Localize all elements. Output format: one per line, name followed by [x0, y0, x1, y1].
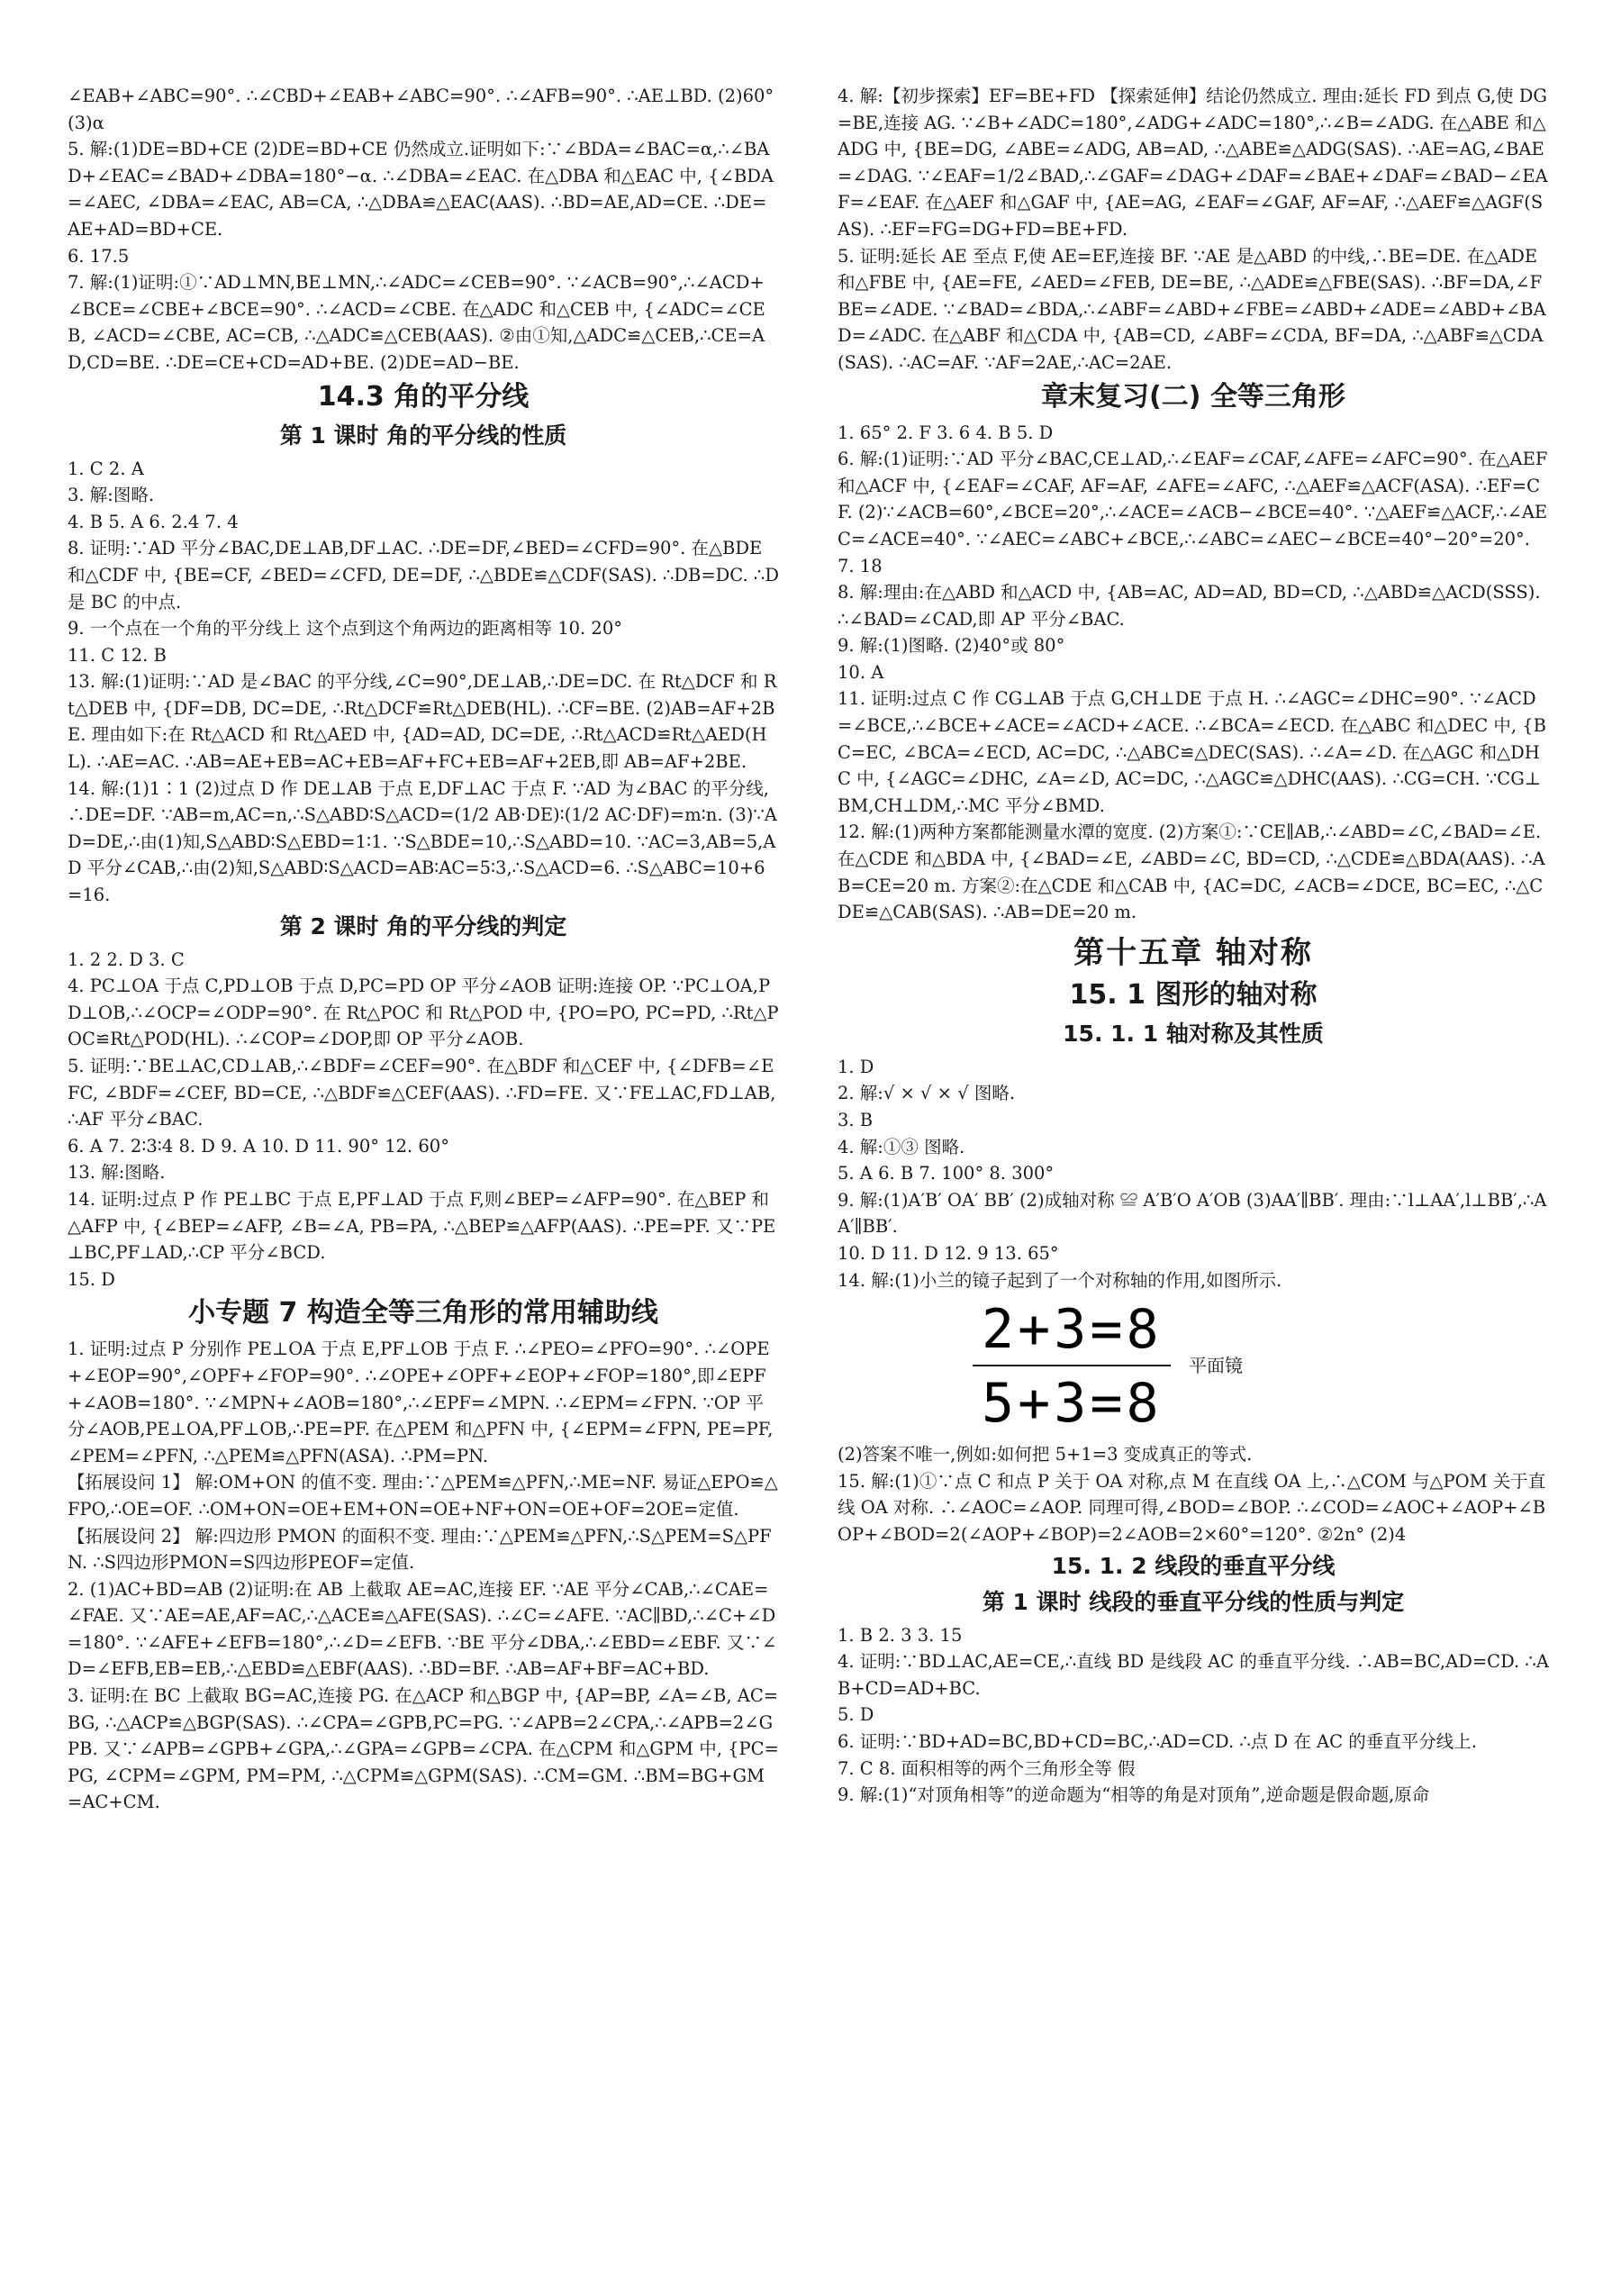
left-column — [68, 83, 779, 2281]
answer-paragraph: 9. 解:(1)A′B′ OA′ BB′ (2)成轴对称 ≌ A′B′O A′OB (3)AA′∥BB′. 理由:∵l⊥AA′,l⊥BB′,∴AA′∥BB′. — [838, 1189, 1547, 1238]
answer-paragraph: 1. 证明:过点 P 分别作 PE⊥OA 于点 E,PF⊥OB 于点 F. ∴∠PEO=∠PFO=90°. ∴∠OPE+∠EOP=90°,∠OPF+∠FOP=90°. ∴∠OPE+∠OPF+∠EOP+∠FOP=180°,即∠EPF+∠AOB=180°. ∵∠MPN+∠AOB=180°,∴∠EPF=∠MPN. ∴∠EPM=∠FPN. ∵OP 平分∠AOB,PE⊥OA,PF⊥OB,∴PE=PF. 在△PEM 和△PFN 中, {∠EPM=∠FPN, PE=PF, ∠PEM=∠PFN, ∴△PEM≌△PFN(ASA). ∴PM=PN. — [68, 1339, 774, 1466]
answer-paragraph: 14. 证明:过点 P 作 PE⊥BC 于点 E,PF⊥AD 于点 F,则∠BEP=∠AFP=90°. 在△BEP 和△AFP 中, {∠BEP=∠AFP, ∠B=∠A, PB=PA, ∴△BEP≌△AFP(AAS). ∴PE=PF. 又∵PE⊥BC,PF⊥AD,∴CP 平分∠BCD. — [68, 1188, 776, 1264]
answer-paragraph: 5. 证明:延长 AE 至点 F,使 AE=EF,连接 BF. ∵AE 是△ABD 的中线,∴BE=DE. 在△ADE 和△FBE 中, {AE=FE, ∠AED=∠FEB, DE=BE, ∴△ADE≌△FBE(SAS). ∴BF=DA,∠FBE=∠ADE. ∵∠BAD=∠BDA,∴∠ABF=∠ABD+∠FBE=∠ABD+∠ADE=∠ABD+∠BAD=∠ADC. 在△ABF 和△CDA 中, {AB=CD, ∠ABF=∠CDA, BF=DA, ∴△ABF≌△CDA(SAS). ∴AC=AF. ∵AF=2AE,∴AC=2AE. — [838, 245, 1546, 373]
answer-paragraph: 15. D — [68, 1268, 115, 1290]
answer-paragraph: 9. 解:(1)“对顶角相等”的逆命题为“相等的角是对顶角”,逆命题是假命题,原命 — [838, 1784, 1430, 1806]
answer-paragraph: 13. 解:(1)证明:∵AD 是∠BAC 的平分线,∠C=90°,DE⊥AB,∴DE=DC. 在 Rt△DCF 和 Rt△DEB 中, {DF=DB, DC=DE, ∴Rt△DCF≌Rt△DEB(HL). ∴CF=BE. (2)AB=AF+2BE. 理由如下:在 Rt△ACD 和 Rt△AED 中, {AD=AD, DC=DE, ∴Rt△ACD≌Rt△AED(HL). ∴AE=AC. ∴AB=AE+EB=AC+EB=AF+FC+EB=AF+2EB,即 AB=AF+2BE. — [68, 671, 777, 773]
section-heading: 15. 1. 1 轴对称及其性质 — [1063, 1020, 1324, 1047]
answer-paragraph: 4. B 5. A 6. 2.4 7. 4 — [68, 511, 239, 532]
answer-paragraph: 1. C 2. A — [68, 458, 144, 479]
answer-paragraph: 4. PC⊥OA 于点 C,PD⊥OB 于点 D,PC=PD OP 平分∠AOB 证明:连接 OP. ∵PC⊥OA,PD⊥OB,∴∠OCP=∠ODP=90°. 在 Rt△POC 和 Rt△POD 中, {PO=PO, PC=PD, ∴Rt△POC≌Rt△POD(HL). ∴∠COP=∠DOP,即 OP 平分∠AOB. — [68, 976, 779, 1050]
equation-top: 2+3=8 — [982, 1301, 1163, 1362]
answer-paragraph: 15. 解:(1)①∵点 C 和点 P 关于 OA 对称,点 M 在直线 OA 上,∴△COM 与△POM 关于直线 OA 对称. ∴∠AOC=∠AOP. 同理可得,∠BOD=∠BOP. ∴∠COD=∠AOC+∠AOP+∠BOP+∠BOD=2(∠AOP+∠BOP)=2∠AOB=2×60°=120°. ②2n° (2)4 — [838, 1470, 1546, 1545]
answer-paragraph: 5. D — [838, 1704, 874, 1726]
mirror-label: 平面镜 — [1189, 1355, 1243, 1377]
section-heading: 小专题 7 构造全等三角形的常用辅助线 — [188, 1297, 658, 1330]
answer-paragraph: 7. 解:(1)证明:①∵AD⊥MN,BE⊥MN,∴∠ADC=∠CEB=90°. ∵∠ACB=90°,∴∠ACD+∠BCE=∠CBE+∠BCE=90°. ∴∠ACD=∠CBE. 在△ADC 和△CEB 中, {∠ADC=∠CEB, ∠ACD=∠CBE, AC=CB, ∴△ADC≌△CEB(AAS). ②由①知,△ADC≌△CEB,∴CE=AD,CD=BE. ∴DE=CE+CD=AD+BE. (2)DE=AD−BE. — [68, 272, 765, 373]
answer-paragraph: 4. 解:①③ 图略. — [838, 1136, 965, 1157]
section-heading: 章末复习(二) 全等三角形 — [1041, 380, 1345, 413]
section-heading: 第 1 课时 角的平分线的性质 — [279, 422, 567, 449]
answer-paragraph: 1. B 2. 3 3. 15 — [838, 1624, 963, 1646]
answer-paragraph: 2. (1)AC+BD=AB (2)证明:在 AB 上截取 AE=AC,连接 EF. ∵AE 平分∠CAB,∴∠CAE=∠FAE. 又∵AE=AE,AF=AC,∴△ACE≌△AFE(SAS). ∴∠C=∠AFE. ∵AC∥BD,∴∠C+∠D=180°. ∵∠AFE+∠EFB=180°,∴∠D=∠EFB. ∵BE 平分∠DBA,∴∠EBD=∠EBF. 又∵∠D=∠EFB,EB=EB,∴△EBD≌△EBF(AAS). ∴BD=BF. ∴AB=AF+BF=AC+BD. — [68, 1578, 777, 1680]
answer-paragraph: 3. B — [838, 1110, 874, 1130]
answer-paragraph: 3. 解:图略. — [68, 485, 155, 506]
answer-paragraph: 4. 证明:∵BD⊥AC,AE=CE,∴直线 BD 是线段 AC 的垂直平分线. ∴AB=BC,AD=CD. ∴AB+CD=AD+BC. — [838, 1651, 1549, 1699]
answer-paragraph: 5. A 6. B 7. 100° 8. 300° — [838, 1163, 1055, 1184]
mirror-equation-figure — [973, 1301, 1387, 1436]
answer-paragraph: 1. 65° 2. F 3. 6 4. B 5. D — [838, 422, 1054, 443]
equation-bottom: 5+3=8 — [982, 1372, 1163, 1436]
answer-paragraph: 7. C 8. 面积相等的两个三角形全等 假 — [838, 1757, 1136, 1779]
answer-paragraph: 【拓展设问 1】 解:OM+ON 的值不变. 理由:∵△PEM≌△PFN,∴ME=NF. 易证△EPO≌△FPO,∴OE=OF. ∴OM+ON=OE+EM+ON=OE+NF+ON=OE+OF=2OE=定值. — [68, 1472, 778, 1520]
answer-paragraph: 2. 解:√ × √ × √ 图略. — [838, 1083, 1016, 1104]
answer-paragraph: 5. 证明:∵BE⊥AC,CD⊥AB,∴∠BDF=∠CEF=90°. 在△BDF 和△CEF 中, {∠DFB=∠EFC, ∠BDF=∠CEF, BD=CE, ∴△BDF≌△CEF(AAS). ∴FD=FE. 又∵FE⊥AC,FD⊥AB,∴AF 平分∠BAC. — [68, 1056, 776, 1130]
answer-paragraph: 6. 17.5 — [68, 245, 130, 267]
answer-paragraph: 8. 证明:∵AD 平分∠BAC,DE⊥AB,DF⊥AC. ∴DE=DF,∠BED=∠CFD=90°. 在△BDE 和△CDF 中, {BE=CF, ∠BED=∠CFD, DE=DF, ∴△BDE≌△CDF(SAS). ∴DB=DC. ∴D 是 BC 的中点. — [68, 538, 779, 613]
answer-paragraph: 10. A — [838, 661, 884, 683]
right-column — [838, 83, 1549, 2281]
section-heading: 第 2 课时 角的平分线的判定 — [279, 912, 567, 939]
answer-paragraph: 12. 解:(1)两种方案都能测量水潭的宽度. (2)方案①:∵CE∥AB,∴∠ABD=∠C,∠BAD=∠E. 在△CDE 和△BDA 中, {∠BAD=∠E, ∠ABD=∠C, BD=CD, ∴△CDE≌△BDA(AAS). ∴AB=CE=20 m. 方案②:在△CDE 和△CAB 中, {AC=DC, ∠ACB=∠DCE, BC=EC, ∴△CDE≌△CAB(SAS). ∴AB=DE=20 m. — [838, 821, 1545, 923]
answer-paragraph: 9. 一个点在一个角的平分线上 这个点到这个角两边的距离相等 10. 20° — [68, 618, 622, 640]
answer-paragraph: 6. 解:(1)证明:∵AD 平分∠BAC,CE⊥AD,∴∠EAF=∠CAF,∠AFE=∠AFC=90°. 在△AEF 和△ACF 中, {∠EAF=∠CAF, AF=AF, ∠AFE=∠AFC, ∴△AEF≌△ACF(ASA). ∴EF=CF. (2)∵∠ACB=60°,∠BCE=20°,∴∠ACE=∠ACB−∠BCE=40°. ∵△AEF≌△ACF,∴∠AEC=∠ACE=40°. ∵∠AEC=∠ABC+∠BCE,∴∠ABC=∠AEC−∠BCE=40°−20°=20°. — [838, 449, 1548, 549]
answer-paragraph: 9. 解:(1)图略. (2)40°或 80° — [838, 635, 1065, 657]
answer-paragraph: 11. C 12. B — [68, 644, 167, 666]
answer-paragraph: 14. 解:(1)小兰的镜子起到了一个对称轴的作用,如图所示. — [838, 1269, 1282, 1291]
answer-paragraph: (2)答案不唯一,例如:如何把 5+1=3 变成真正的等式. — [838, 1444, 1253, 1466]
section-heading: 15. 1. 2 线段的垂直平分线 — [1051, 1552, 1336, 1579]
answer-paragraph: ∠EAB+∠ABC=90°. ∴∠CBD+∠EAB+∠ABC=90°. ∴∠AFB=90°. ∴AE⊥BD. (2)60° (3)α — [68, 86, 774, 133]
answer-paragraph: 3. 证明:在 BC 上截取 BG=AC,连接 PG. 在△ACP 和△BGP 中, {AP=BP, ∠A=∠B, AC=BG, ∴△ACP≌△BGP(SAS). ∴∠CPA=∠GPB,PC=PG. ∵∠APB=2∠CPA,∴∠APB=2∠GPB. 又∵∠APB=∠GPB+∠GPA,∴∠GPA=∠GPB=∠CPA. 在△CPM 和△GPM 中, {PC=PG, ∠CPM=∠GPM, PM=PM, ∴△CPM≌△GPM(SAS). ∴CM=GM. ∴BM=BG+GM=AC+CM. — [68, 1685, 779, 1813]
answer-paragraph: 10. D 11. D 12. 9 13. 65° — [838, 1242, 1059, 1264]
section-heading: 第 1 课时 线段的垂直平分线的性质与判定 — [982, 1588, 1405, 1615]
answer-paragraph: 1. D — [838, 1056, 874, 1077]
answer-paragraph: 7. 18 — [838, 555, 883, 576]
answer-paragraph: 13. 解:图略. — [68, 1162, 166, 1184]
answer-paragraph: 11. 证明:过点 C 作 CG⊥AB 于点 G,CH⊥DE 于点 H. ∴∠AGC=∠DHC=90°. ∵∠ACD=∠BCE,∴∠BCE+∠ACE=∠ACD+∠ACE. ∴∠BCA=∠ECD. 在△ABC 和△DEC 中, {BC=EC, ∠BCA=∠ECD, AC=DC, ∴△ABC≌△DEC(SAS). ∴∠A=∠D. 在△AGC 和△DHC 中, {∠AGC=∠DHC, ∠A=∠D, AC=DC, ∴△AGC≌△DHC(AAS). ∴CG=CH. ∵CG⊥BM,CH⊥DM,∴MC 平分∠BMD. — [838, 688, 1546, 816]
answer-paragraph: 5. 解:(1)DE=BD+CE (2)DE=BD+CE 仍然成立.证明如下:∵∠BDA=∠BAC=α,∴∠BAD+∠EAC=∠BAD+∠DBA=180°−α. ∴∠DBA=∠EAC. 在△DBA 和△EAC 中, {∠BDA=∠AEC, ∠DBA=∠EAC, AB=CA, ∴△DBA≌△EAC(AAS). ∴BD=AE,AD=CE. ∴DE=AE+AD=BD+CE. — [68, 139, 774, 240]
answer-paragraph: 6. 证明:∵BD+AD=BC,BD+CD=BC,∴AD=CD. ∴点 D 在 AC 的垂直平分线上. — [838, 1730, 1477, 1752]
answer-paragraph: 6. A 7. 2∶3∶4 8. D 9. A 10. D 11. 90° 12. 60° — [68, 1135, 449, 1157]
answer-paragraph: 【拓展设问 2】 解:四边形 PMON 的面积不变. 理由:∵△PEM≌△PFN,∴S△PEM=S△PFN. ∴S四边形PMON=S四边形PEOF=定值. — [68, 1525, 772, 1574]
section-heading: 第十五章 轴对称 — [1073, 934, 1313, 971]
answer-paragraph: 4. 解:【初步探索】EF=BE+FD 【探索延伸】结论仍然成立. 理由:延长 FD 到点 G,使 DG=BE,连接 AG. ∵∠B+∠ADC=180°,∠ADG+∠ADC=180°,∴∠B=∠ADG. 在△ABE 和△ADG 中, {BE=DG, ∠ABE=∠ADG, AB=AD, ∴△ABE≌△ADG(SAS). ∴AE=AG,∠BAE=∠DAG. ∵∠EAF=1/2∠BAD,∴∠GAF=∠DAG+∠DAF=∠BAE+∠DAF=∠BAD−∠EAF=∠EAF. 在△AEF 和△GAF 中, {AE=AG, ∠EAF=∠GAF, AF=AF, ∴△AEF≌△AGF(SAS). ∴EF=FG=DG+FD=BE+FD. — [838, 86, 1548, 240]
mirror-equation-drawing — [973, 1301, 1387, 1436]
answer-paragraph: 8. 解:理由:在△ABD 和△ACD 中, {AB=AC, AD=AD, BD=CD, ∴△ABD≌△ACD(SSS). ∴∠BAD=∠CAD,即 AP 平分∠BAC. — [838, 582, 1541, 630]
section-heading: 14.3 角的平分线 — [317, 380, 530, 413]
section-heading: 15. 1 图形的轴对称 — [1069, 978, 1318, 1011]
answer-paragraph: 14. 解:(1)1∶1 (2)过点 D 作 DE⊥AB 于点 E,DF⊥AC 于点 F. ∵AD 为∠BAC 的平分线,∴DE=DF. ∵AB=m,AC=n,∴S△ABD∶S△ACD=(1/2 AB·DE)∶(1/2 AC·DF)=m∶n. (3)∵AD=DE,∴由(1)知,S△ABD∶S△EBD=1∶1. ∵S△BDE=10,∴S△ABD=10. ∵AC=3,AB=5,AD 平分∠CAB,∴由(2)知,S△ABD∶S△ACD=AB∶AC=5∶3,∴S△ACD=6. ∴S△ABC=10+6=16. — [68, 777, 777, 906]
answer-paragraph: 1. 2 2. D 3. C — [68, 948, 185, 970]
